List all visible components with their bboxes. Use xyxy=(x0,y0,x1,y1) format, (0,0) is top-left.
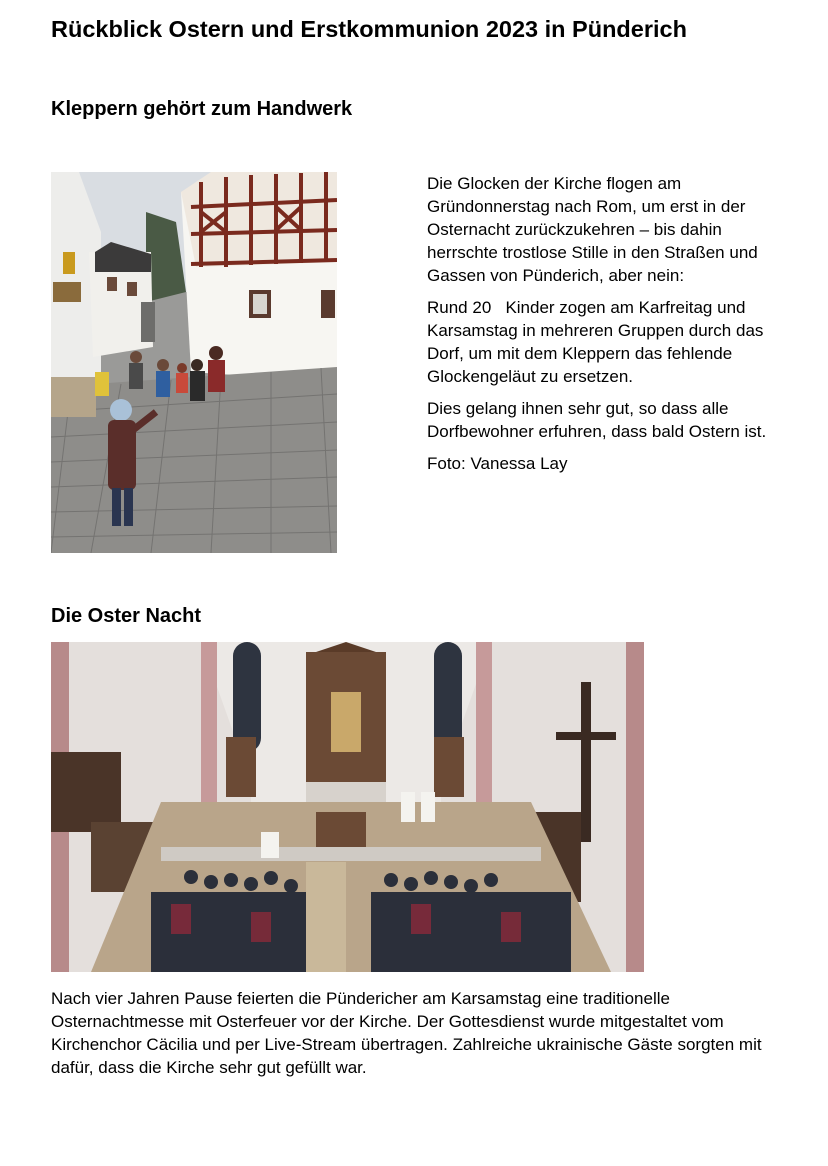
village-street-photo xyxy=(51,172,337,553)
kleppern-paragraph-3: Dies gelang ihnen sehr gut, so dass alle Dorfbewohner erfuhren, dass bald Ostern ist. xyxy=(427,399,767,441)
photo-credit: Foto: Vanessa Lay xyxy=(427,454,568,473)
oster-nacht-paragraph: Nach vier Jahren Pause feierten die Pündericher am Karsamstag eine traditionelle Osternachtmesse mit Osterfeuer vor der Kirche. Der Gottesdienst wurde mitgestaltet vom Kirchenchor Cäcilia und per Live-Stream übertragen. Zahlreiche ukrainische Gäste sorgten mit dafür, dass die Kirche sehr gut gefüllt war. xyxy=(51,989,762,1077)
kleppern-paragraph-2: Rund 20 Kinder zogen am Karfreitag und Karsamstag in mehreren Gruppen durch das Dorf, um mit dem Kleppern das fehlende Glockengeläut zu ersetzen. xyxy=(427,298,769,386)
church-interior-photo xyxy=(51,642,644,972)
kleppern-text-column xyxy=(427,172,767,484)
section-heading-oster-nacht: Die Oster Nacht xyxy=(51,605,202,627)
section-heading-kleppern: Kleppern gehört zum Handwerk xyxy=(51,98,353,120)
kleppern-paragraph-1: Die Glocken der Kirche flogen am Gründonnerstag nach Rom, um erst in der Osternacht zurückzukehren – bis dahin herrschte trostlose Stille in den Straßen und Gassen von Pünderich, aber nein: xyxy=(427,174,758,285)
page-title: Rückblick Ostern und Erstkommunion 2023 in Pünderich xyxy=(51,16,687,42)
